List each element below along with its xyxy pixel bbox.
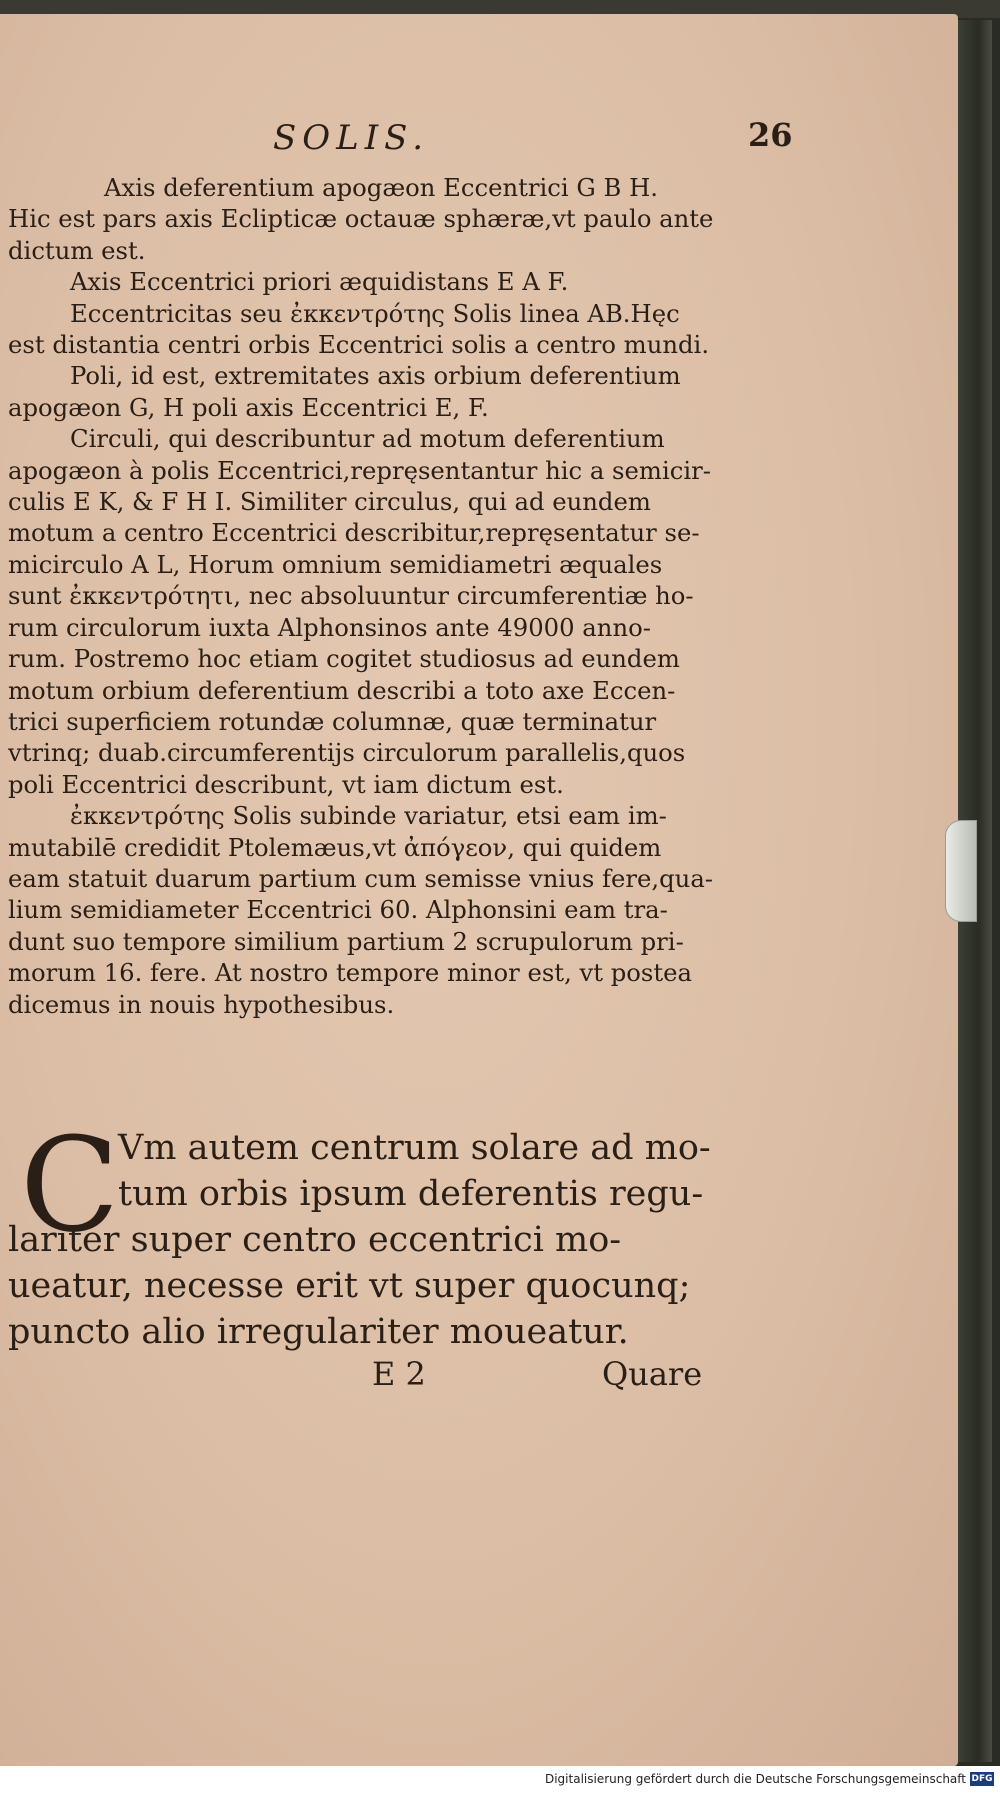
large-paragraph [8, 1125, 724, 1355]
page-number: 26 [748, 116, 793, 154]
running-title: SOLIS. [273, 118, 430, 158]
text-line: Eccentricitas seu ἐκκεντρότης Solis linea AB.Hęc [70, 298, 680, 328]
large-text-line: lariter super centro eccentrici mo- [8, 1220, 622, 1260]
text-line: motum a centro Eccentrici describitur,repręsentatur se- [8, 518, 700, 548]
body-text [8, 172, 724, 1020]
text-line: culis E K, & F H I. Similiter circulus, qui ad eundem [8, 487, 651, 517]
text-line: Axis Eccentrici priori æquidistans E A F. [70, 267, 569, 297]
large-text-line: puncto alio irregulariter moueatur. [8, 1312, 629, 1352]
text-line: Hic est pars axis Eclipticæ octauæ sphæræ,vt paulo ante [8, 204, 714, 234]
large-text-line: ueatur, necesse erit vt super quocunq; [8, 1266, 691, 1306]
text-line: Poli, id est, extremitates axis orbium deferentium [70, 361, 681, 391]
large-text-line: tum orbis ipsum deferentis regu- [118, 1174, 704, 1214]
text-line: eam statuit duarum partium cum semisse vnius fere,qua- [8, 863, 714, 893]
text-line: apogæon à polis Eccentrici,repręsentantur hic a semicir- [8, 455, 711, 485]
footer-credit: Digitalisierung gefördert durch die Deutsche Forschungsgemeinschaft [544, 1772, 966, 1786]
text-line: vtrinq; duab.circumferentijs circulorum parallelis,quos [8, 738, 686, 768]
text-line: motum orbium deferentium describi a toto axe Eccen- [8, 675, 676, 705]
text-line: ἐκκεντρότης Solis subinde variatur, etsi eam im- [70, 801, 667, 831]
text-line: morum 16. fere. At nostro tempore minor est, vt postea [8, 958, 693, 988]
text-line: lium semidiameter Eccentrici 60. Alphonsini eam tra- [8, 895, 668, 925]
page-clip [945, 820, 977, 922]
text-line: dicemus in nouis hypothesibus. [8, 989, 395, 1019]
text-line: rum. Postremo hoc etiam cogitet studiosus ad eundem [8, 644, 680, 674]
text-line: dictum est. [8, 235, 146, 265]
text-line: sunt ἐκκεντρότητι, nec absoluuntur circumferentiæ ho- [8, 581, 694, 611]
text-line: rum circulorum iuxta Alphonsinos ante 49000 anno- [8, 612, 651, 642]
signature-mark: E 2 [372, 1355, 426, 1393]
text-line: poli Eccentrici describunt, vt iam dictum est. [8, 769, 564, 799]
text-line: dunt suo tempore similium partium 2 scrupulorum pri- [8, 926, 684, 956]
text-line: micirculo A L, Horum omnium semidiametri æquales [8, 549, 663, 579]
drop-cap: C [20, 1109, 120, 1261]
text-line: trici superficiem rotundæ columnæ, quæ terminatur [8, 706, 657, 736]
text-line: est distantia centri orbis Eccentrici solis a centro mundi. [8, 330, 710, 360]
dfg-logo: DFG [971, 1774, 993, 1784]
text-line: mutabilē credidit Ptolemæus,vt ἀπόγεον, qui quidem [8, 832, 662, 862]
large-text-line: Vm autem centrum solare ad mo- [118, 1128, 711, 1168]
text-line: Axis deferentium apogæon Eccentrici G B H. [104, 173, 659, 202]
catchword: Quare [602, 1355, 703, 1393]
text-line: Circuli, qui describuntur ad motum deferentium [70, 424, 665, 454]
text-line: apogæon G, H poli axis Eccentrici E, F. [8, 392, 489, 422]
